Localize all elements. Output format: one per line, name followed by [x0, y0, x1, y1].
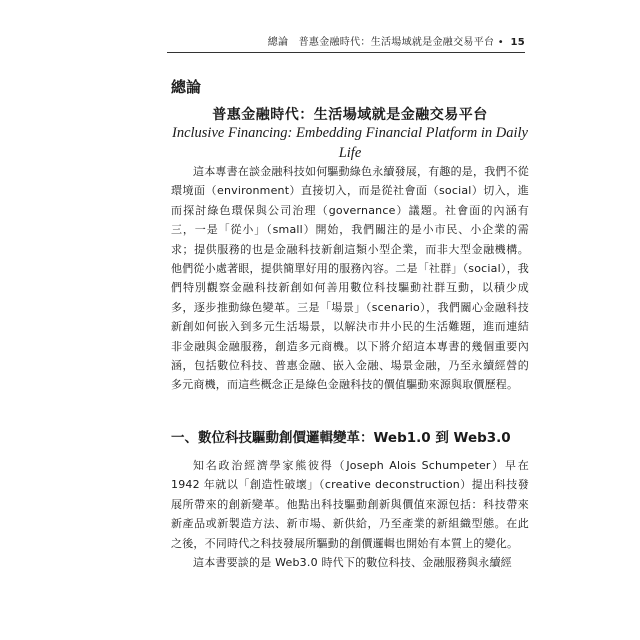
running-header-text: 總論 普惠金融時代：生活場域就是金融交易平台 • 15 [267, 37, 525, 48]
chapter-title-english: Inclusive Financing: Embedding Financial Platform in Daily Life [172, 125, 528, 161]
body-paragraph-3: 這本書要談的是 Web3.0 時代下的數位科技、金融服務與永續經 [193, 556, 512, 569]
chapter-label: 總論 [171, 78, 202, 96]
page-number: 15 [510, 37, 525, 48]
section-heading: 一、數位科技驅動創價邏輯變革：Web1.0 到 Web3.0 [171, 430, 511, 446]
running-title: 總論 普惠金融時代：生活場域就是金融交易平台 [267, 37, 495, 48]
running-header [167, 30, 525, 53]
body-paragraph-2: 知名政治經濟學家熊彼得（Joseph Alois Schumpeter）早在 1942 年就以「創造性破壞」（creative deconstruction）提出科技發展所帶來的創新變革。他點出科技驅動創新與價值來源包括：科技帶來新產品或新製造方法、新市場、新供給，乃至產業的新組織型態。在此之後，不同時代之科技發展所驅動的創價邏輯也開始有本質上的變化。 [171, 459, 529, 550]
body-paragraph-1: 這本專書在談金融科技如何驅動綠色永續發展，有趣的是，我們不從環境面（environment）直接切入，而是從社會面（social）切入，進而探討綠色環保與公司治理（governance）議題。社會面的內涵有三，一是「從小」（small）開始，我們關注的是小市民、小企業的需求；提供服務的也是金融科技新創這類小型企業，而非大型金融機構。他們從小處著眼，提供簡單好用的服務內容。二是「社群」（social），我們特別觀察金融科技新創如何善用數位科技驅動社群互動，以積少成多，逐步推動綠色變革。三是「場景」（scenario），我們關心金融科技新創如何嵌入到多元生活場景，以解決市井小民的生活難題，進而連結非金融與金融服務，創造多元商機。以下將介紹這本專書的幾個重要內涵，包括數位科技、普惠金融、嵌入金融、場景金融，乃至永續經營的多元商機，而這些概念正是綠色金融科技的價值驅動來源與取價歷程。 [171, 165, 529, 392]
chapter-title-chinese: 普惠金融時代：生活場域就是金融交易平台 [212, 107, 488, 123]
